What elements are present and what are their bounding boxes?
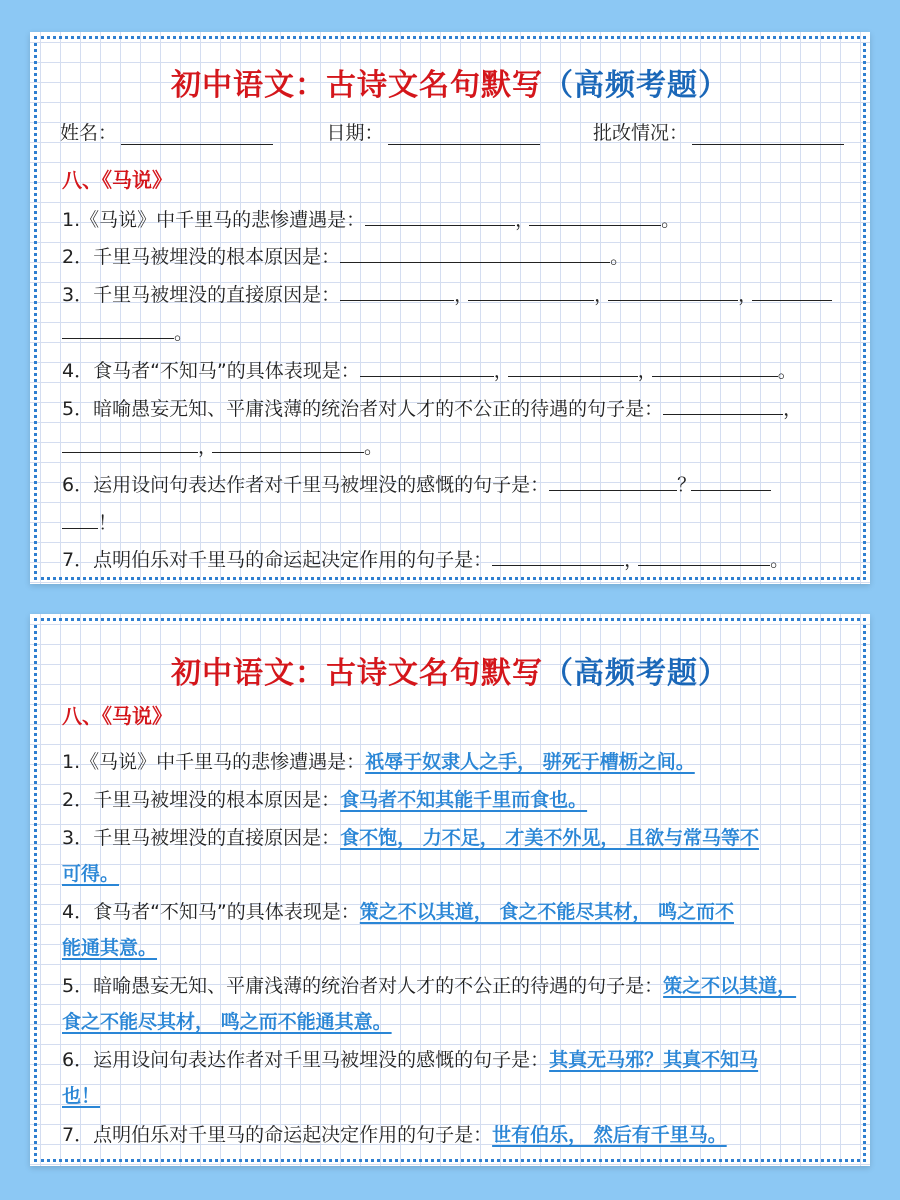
exclaim-mark: ！	[98, 512, 118, 534]
worksheet-title-main: 初中语文：古诗文名句默写	[171, 68, 543, 103]
answer-5-text-continued: 食之不能尽其材， 鸣之而不能通其意。	[62, 1011, 392, 1033]
answer-key-title-main: 初中语文：古诗文名句默写	[171, 656, 543, 691]
question-6-text: 6．运用设问句表达作者对千里马被埋没的感慨的句子是：	[62, 1049, 550, 1071]
answer-4-continued	[62, 930, 846, 966]
question-2-text: 2．千里马被埋没的根本原因是：	[62, 246, 341, 268]
answer-blank[interactable]	[62, 318, 174, 339]
answer-key-card	[30, 614, 870, 1166]
question-5-text: 5．暗喻愚妄无知、平庸浅薄的统治者对人才的不公正的待遇的句子是：	[62, 398, 664, 420]
question-2-text: 2．千里马被埋没的根本原因是：	[62, 789, 341, 811]
comma-mark: ，	[198, 436, 218, 458]
comma-mark: ，	[594, 284, 614, 306]
grading-label: 批改情况：	[592, 122, 688, 144]
comma-mark: ，	[624, 549, 644, 571]
answer-3-text-continued: 可得。	[62, 863, 120, 885]
grading-line[interactable]	[692, 122, 844, 145]
period-mark: 。	[174, 322, 194, 344]
answer-blank[interactable]	[549, 470, 677, 491]
question-3-text: 3．千里马被埋没的直接原因是：	[62, 827, 341, 849]
comma-mark: ，	[454, 284, 474, 306]
period-mark: 。	[777, 360, 797, 382]
section-heading: 八、《马说》	[62, 704, 172, 728]
question-3-continued	[62, 315, 846, 351]
answer-2	[62, 782, 846, 818]
answer-blank[interactable]	[360, 356, 494, 377]
answer-3-continued	[62, 856, 846, 892]
answer-1	[62, 744, 846, 780]
question-3-text: 3．千里马被埋没的直接原因是：	[62, 284, 341, 306]
answer-4	[62, 894, 846, 930]
period-mark: 。	[364, 436, 384, 458]
answer-key-title	[30, 648, 870, 692]
answer-blank[interactable]	[638, 545, 770, 566]
comma-mark: ，	[637, 360, 657, 382]
answer-4-text-continued: 能通其意。	[62, 937, 158, 959]
date-field[interactable]	[326, 118, 539, 145]
worksheet-card	[30, 32, 870, 584]
question-6-text: 6．运用设问句表达作者对千里马被埋没的感慨的句子是：	[62, 474, 550, 496]
grading-field[interactable]	[593, 118, 844, 145]
worksheet-title	[30, 60, 870, 104]
answer-blank[interactable]	[340, 280, 454, 301]
question-7-text: 7．点明伯乐对千里马的命运起决定作用的句子是：	[62, 1124, 493, 1146]
answer-3-text: 食不饱， 力不足， 才美不外见， 且欲与常马等不	[340, 827, 759, 849]
period-mark: 。	[770, 549, 790, 571]
name-label: 姓名：	[60, 122, 118, 144]
answer-blank[interactable]	[752, 280, 832, 301]
question-5-continued	[62, 429, 846, 465]
comma-mark: ，	[493, 360, 513, 382]
answer-6-text: 其真无马邪？其真不知马	[549, 1049, 759, 1071]
answer-blank[interactable]	[340, 242, 610, 263]
answer-blank[interactable]	[468, 280, 594, 301]
worksheet-title-tag: （高频考题）	[543, 68, 729, 103]
answer-7	[62, 1117, 846, 1153]
question-4-text: 4．食马者“不知马”的具体表现是：	[62, 360, 360, 382]
answer-2-text: 食马者不知其能千里而食也。	[340, 789, 588, 811]
answer-blank[interactable]	[492, 545, 624, 566]
question-5-text: 5．暗喻愚妄无知、平庸浅薄的统治者对人才的不公正的待遇的句子是：	[62, 975, 664, 997]
question-1-text: 1.《马说》中千里马的悲惨遭遇是：	[62, 209, 366, 231]
question-7	[62, 542, 846, 578]
answer-6-continued	[62, 1078, 846, 1114]
question-6-continued	[62, 505, 846, 541]
question-2	[62, 239, 846, 275]
comma-mark: ，	[738, 284, 758, 306]
question-mark: ？	[677, 474, 697, 496]
answer-4-text: 策之不以其道， 食之不能尽其材， 鸣之而不	[359, 901, 735, 923]
answer-blank[interactable]	[508, 356, 638, 377]
answer-blank[interactable]	[652, 356, 778, 377]
answer-3	[62, 820, 846, 856]
answer-7-text: 世有伯乐， 然后有千里马。	[492, 1124, 727, 1146]
student-info-row	[60, 118, 844, 145]
question-5	[62, 391, 846, 427]
answer-blank[interactable]	[365, 205, 515, 226]
question-3	[62, 277, 846, 313]
answer-key-title-tag: （高频考题）	[543, 656, 729, 691]
answer-blank[interactable]	[663, 394, 783, 415]
comma-mark: ，	[783, 398, 803, 420]
name-line[interactable]	[121, 122, 273, 145]
answer-1-text: 祇辱于奴隶人之手， 骈死于槽枥之间。	[365, 751, 695, 773]
question-6	[62, 467, 846, 503]
answer-blank[interactable]	[608, 280, 738, 301]
answer-blank[interactable]	[212, 432, 364, 453]
answer-blank[interactable]	[62, 508, 98, 529]
comma-mark: ，	[515, 209, 535, 231]
question-4	[62, 353, 846, 389]
period-mark: 。	[661, 209, 681, 231]
answer-blank[interactable]	[62, 432, 198, 453]
section-heading: 八、《马说》	[62, 168, 172, 192]
date-line[interactable]	[388, 122, 540, 145]
question-7-text: 7．点明伯乐对千里马的命运起决定作用的句子是：	[62, 549, 493, 571]
answer-blank[interactable]	[529, 205, 661, 226]
period-mark: 。	[610, 246, 630, 268]
answer-5-text: 策之不以其道，	[663, 975, 797, 997]
answer-5	[62, 968, 846, 1004]
answer-6	[62, 1042, 846, 1078]
answer-blank[interactable]	[691, 470, 771, 491]
date-label: 日期：	[326, 122, 384, 144]
answer-6-text-continued: 也！	[62, 1085, 101, 1107]
question-1	[62, 202, 846, 238]
question-1-text: 1.《马说》中千里马的悲惨遭遇是：	[62, 751, 366, 773]
question-4-text: 4．食马者“不知马”的具体表现是：	[62, 901, 360, 923]
answer-5-continued	[62, 1004, 846, 1040]
name-field[interactable]	[60, 118, 273, 145]
